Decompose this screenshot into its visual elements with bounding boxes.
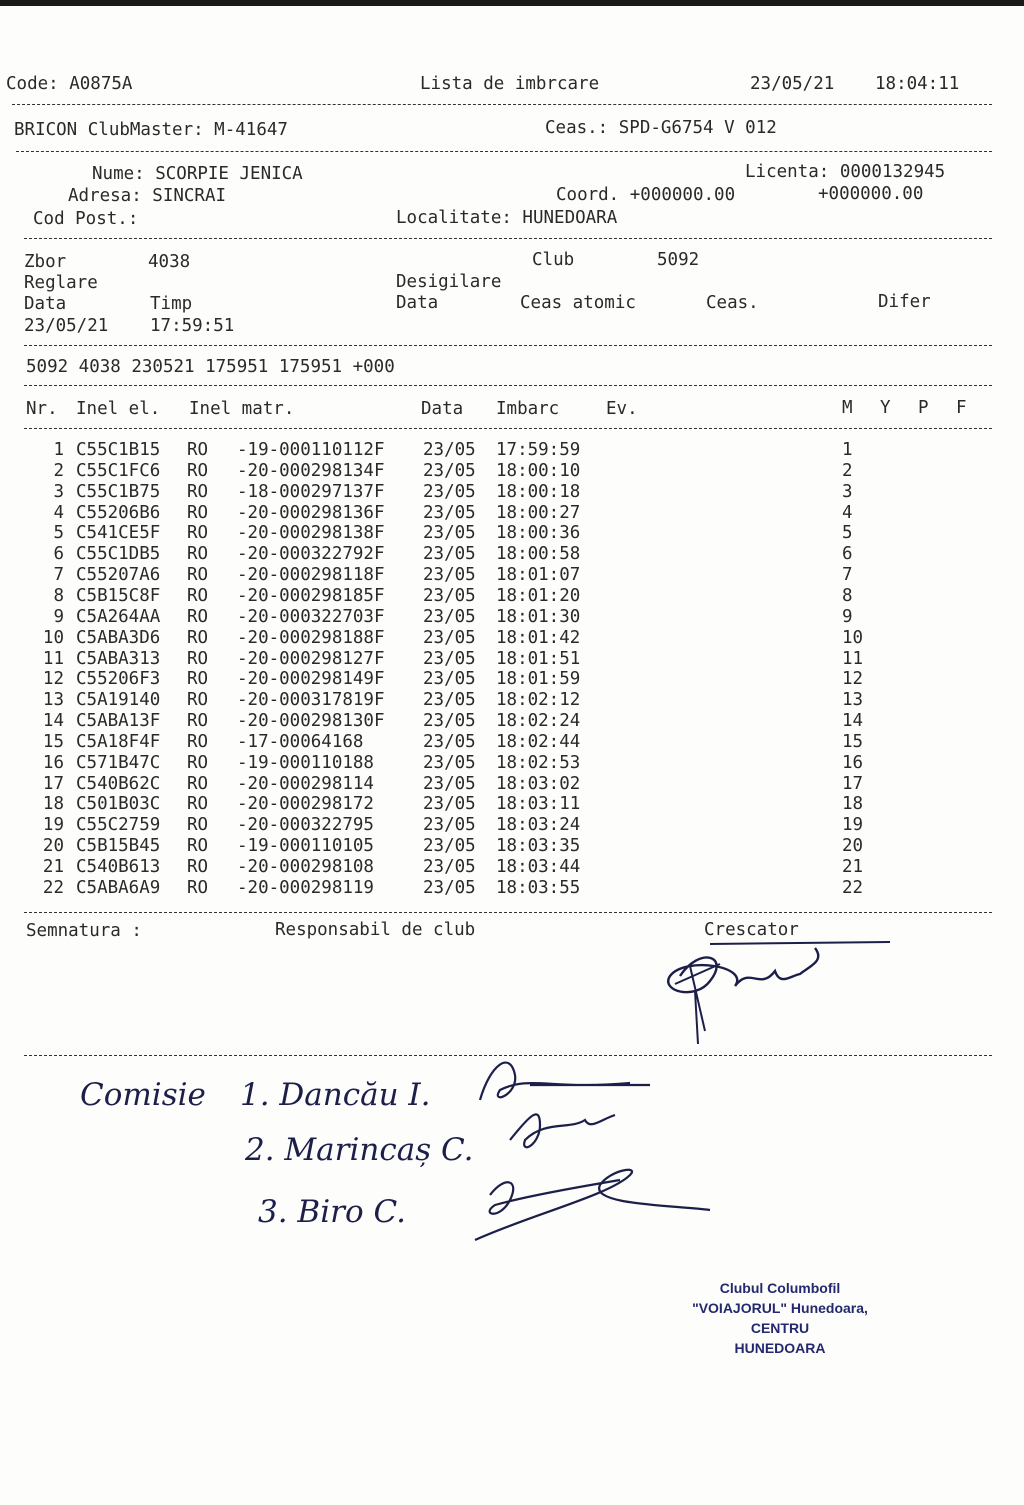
row-m: 15 <box>842 731 864 752</box>
row-m: 12 <box>842 669 864 690</box>
set-date-value: 23/05/21 <box>24 316 109 336</box>
row-inel-electronic: C55C2759 <box>76 815 161 836</box>
row-number: 12 <box>42 669 64 690</box>
row-m: 6 <box>842 544 853 565</box>
postal-code-label: Cod Post.: <box>33 209 139 229</box>
row-inel-matricol: -20-000298149F <box>237 669 385 690</box>
table-row <box>0 461 1024 482</box>
table-row <box>0 482 1024 503</box>
stamp-line-3: CENTRU <box>750 1320 810 1336</box>
club-responsible-label: Responsabil de club <box>275 920 476 940</box>
divider <box>12 104 992 105</box>
row-country: RO <box>187 606 209 627</box>
row-date: 23/05 <box>423 731 476 752</box>
table-row <box>0 690 1024 711</box>
row-basket-time: 18:02:12 <box>496 690 581 711</box>
col-m: M <box>842 398 853 418</box>
row-country: RO <box>187 773 209 794</box>
col-p: P <box>918 398 929 418</box>
clubmaster-id: BRICON ClubMaster: M-41647 <box>14 120 288 140</box>
row-date: 23/05 <box>423 460 476 481</box>
col-ev: Ev. <box>606 399 638 419</box>
row-number: 19 <box>42 815 64 836</box>
row-inel-electronic: C5ABA3D6 <box>76 627 161 648</box>
handwritten-comisie: Comisie <box>80 1077 206 1113</box>
row-inel-matricol: -19-000110105 <box>237 836 374 857</box>
row-date: 23/05 <box>423 544 476 565</box>
row-number: 8 <box>53 585 64 606</box>
row-number: 16 <box>42 752 64 773</box>
row-date: 23/05 <box>423 877 476 898</box>
row-inel-matricol: -18-000297137F <box>237 481 385 502</box>
row-m: 20 <box>842 836 864 857</box>
row-inel-electronic: C5A264AA <box>76 606 161 627</box>
row-m: 19 <box>842 815 864 836</box>
row-basket-time: 18:00:18 <box>496 481 581 502</box>
summary-line: 5092 4038 230521 175951 175951 +000 <box>26 357 395 377</box>
row-country: RO <box>187 648 209 669</box>
row-m: 13 <box>842 690 864 711</box>
col-inel-matr: Inel matr. <box>189 399 295 419</box>
divider <box>24 238 992 239</box>
row-inel-electronic: C5A18F4F <box>76 731 161 752</box>
row-country: RO <box>187 440 209 460</box>
row-basket-time: 18:00:10 <box>496 460 581 481</box>
row-number: 22 <box>42 877 64 898</box>
row-basket-time: 18:00:36 <box>496 523 581 544</box>
row-m: 10 <box>842 627 864 648</box>
desigilare-label: Desigilare <box>396 272 502 292</box>
row-number: 9 <box>53 606 64 627</box>
row-number: 2 <box>53 460 64 481</box>
reglare-label: Reglare <box>24 273 98 293</box>
print-date: 23/05/21 <box>750 74 835 94</box>
row-date: 23/05 <box>423 502 476 523</box>
row-inel-electronic: C5B15C8F <box>76 585 161 606</box>
row-inel-matricol: -20-000322795 <box>237 815 374 836</box>
table-row <box>0 669 1024 690</box>
document-title: Lista de imbrcare <box>420 74 600 94</box>
row-m: 8 <box>842 585 853 606</box>
row-country: RO <box>187 731 209 752</box>
commission-signatures <box>470 1045 730 1255</box>
row-country: RO <box>187 460 209 481</box>
row-inel-matricol: -20-000298114 <box>237 773 374 794</box>
owner-name: Nume: SCORPIE JENICA <box>92 164 303 184</box>
table-row <box>0 774 1024 795</box>
table-row <box>0 711 1024 732</box>
row-basket-time: 18:02:44 <box>496 731 581 752</box>
row-number: 5 <box>53 523 64 544</box>
row-m: 4 <box>842 502 853 523</box>
col-y: Y <box>880 398 891 418</box>
row-country: RO <box>187 836 209 857</box>
col-f: F <box>956 398 967 418</box>
row-inel-electronic: C5A19140 <box>76 690 161 711</box>
table-row <box>0 794 1024 815</box>
row-date: 23/05 <box>423 794 476 815</box>
row-basket-time: 18:02:53 <box>496 752 581 773</box>
table-row <box>0 607 1024 628</box>
row-inel-electronic: C55206B6 <box>76 502 161 523</box>
owner-address: Adresa: SINCRAI <box>68 186 227 206</box>
table-row <box>0 836 1024 857</box>
club-label: Club <box>532 250 575 270</box>
row-inel-matricol: -20-000298172 <box>237 794 374 815</box>
row-date: 23/05 <box>423 627 476 648</box>
row-date: 23/05 <box>423 481 476 502</box>
row-m: 1 <box>842 440 853 460</box>
coordinate-lat: Coord. +000000.00 <box>556 185 736 205</box>
row-country: RO <box>187 877 209 898</box>
time-label: Timp <box>150 294 193 314</box>
row-number: 20 <box>42 836 64 857</box>
row-m: 21 <box>842 857 864 877</box>
table-row <box>0 586 1024 607</box>
table-row <box>0 565 1024 586</box>
row-basket-time: 18:03:24 <box>496 815 581 836</box>
stamp-line-4: HUNEDOARA <box>734 1340 826 1356</box>
row-inel-electronic: C55C1DB5 <box>76 544 161 565</box>
row-basket-time: 18:03:02 <box>496 773 581 794</box>
row-country: RO <box>187 815 209 836</box>
row-date: 23/05 <box>423 857 476 877</box>
atomic-clock-label: Ceas atomic <box>520 293 636 313</box>
row-date: 23/05 <box>423 690 476 711</box>
row-inel-electronic: C540B62C <box>76 773 161 794</box>
col-imbarc: Imbarc <box>496 399 560 419</box>
row-date: 23/05 <box>423 711 476 732</box>
table-row <box>0 753 1024 774</box>
clock-label: Ceas. <box>706 293 759 313</box>
row-country: RO <box>187 544 209 565</box>
row-basket-time: 18:00:58 <box>496 544 581 565</box>
row-m: 17 <box>842 773 864 794</box>
row-inel-matricol: -20-000298118F <box>237 565 385 586</box>
row-inel-electronic: C5ABA6A9 <box>76 877 161 898</box>
row-inel-electronic: C55C1FC6 <box>76 460 161 481</box>
row-country: RO <box>187 669 209 690</box>
col-inel-el: Inel el. <box>76 399 161 419</box>
row-basket-time: 18:01:51 <box>496 648 581 669</box>
row-country: RO <box>187 627 209 648</box>
unsealing-date-label: Data <box>396 293 439 313</box>
row-inel-electronic: C5ABA313 <box>76 648 161 669</box>
print-time: 18:04:11 <box>875 74 960 94</box>
row-inel-electronic: C55C1B15 <box>76 440 161 460</box>
row-m: 5 <box>842 523 853 544</box>
divider <box>16 151 992 152</box>
row-date: 23/05 <box>423 752 476 773</box>
row-number: 13 <box>42 690 64 711</box>
date-label: Data <box>24 294 67 314</box>
divider <box>24 345 992 346</box>
row-date: 23/05 <box>423 815 476 836</box>
row-basket-time: 18:03:44 <box>496 857 581 877</box>
row-inel-matricol: -20-000298130F <box>237 711 385 732</box>
row-inel-matricol: -20-000298136F <box>237 502 385 523</box>
table-row <box>0 503 1024 524</box>
row-inel-matricol: -20-000322792F <box>237 544 385 565</box>
row-inel-matricol: -20-000322703F <box>237 606 385 627</box>
locality: Localitate: HUNEDOARA <box>396 208 618 228</box>
breeder-signature <box>640 936 900 1046</box>
row-country: RO <box>187 794 209 815</box>
row-inel-electronic: C501B03C <box>76 794 161 815</box>
club-stamp <box>640 1278 920 1358</box>
row-date: 23/05 <box>423 773 476 794</box>
row-number: 18 <box>42 794 64 815</box>
row-m: 2 <box>842 460 853 481</box>
row-m: 3 <box>842 481 853 502</box>
table-row <box>0 857 1024 878</box>
set-time-value: 17:59:51 <box>150 316 235 336</box>
clock-id: Ceas.: SPD-G6754 V 012 <box>545 118 777 138</box>
divider <box>24 428 992 429</box>
row-inel-electronic: C541CE5F <box>76 523 161 544</box>
stamp-line-2: "VOIAJORUL" Hunedoara, <box>692 1300 868 1316</box>
table-row <box>0 649 1024 670</box>
col-nr: Nr. <box>26 399 58 419</box>
row-inel-electronic: C540B613 <box>76 857 161 877</box>
row-inel-matricol: -20-000298127F <box>237 648 385 669</box>
stamp-line-1: Clubul Columbofil <box>719 1280 841 1296</box>
row-m: 22 <box>842 877 864 898</box>
divider <box>24 385 992 386</box>
row-m: 16 <box>842 752 864 773</box>
row-number: 3 <box>53 481 64 502</box>
row-basket-time: 18:01:59 <box>496 669 581 690</box>
handwritten-member-1: 1. Dancău I. <box>240 1077 431 1113</box>
row-number: 4 <box>53 502 64 523</box>
table-row <box>0 732 1024 753</box>
row-date: 23/05 <box>423 648 476 669</box>
row-number: 14 <box>42 711 64 732</box>
breeder-label: Crescator <box>704 920 799 940</box>
row-date: 23/05 <box>423 606 476 627</box>
row-inel-electronic: C571B47C <box>76 752 161 773</box>
signature-label: Semnatura : <box>26 921 142 941</box>
row-country: RO <box>187 585 209 606</box>
row-basket-time: 18:01:07 <box>496 565 581 586</box>
handwritten-member-3: 3. Biro C. <box>258 1194 406 1230</box>
row-inel-electronic: C55206F3 <box>76 669 161 690</box>
row-country: RO <box>187 752 209 773</box>
row-number: 10 <box>42 627 64 648</box>
row-inel-electronic: C55C1B75 <box>76 481 161 502</box>
row-inel-electronic: C55207A6 <box>76 565 161 586</box>
row-inel-matricol: -20-000298138F <box>237 523 385 544</box>
table-row <box>0 628 1024 649</box>
row-date: 23/05 <box>423 585 476 606</box>
row-date: 23/05 <box>423 836 476 857</box>
club-number: 5092 <box>657 250 700 270</box>
row-date: 23/05 <box>423 523 476 544</box>
col-data: Data <box>421 399 464 419</box>
flight-label: Zbor <box>24 252 67 272</box>
row-country: RO <box>187 690 209 711</box>
row-number: 21 <box>42 857 64 877</box>
row-date: 23/05 <box>423 669 476 690</box>
row-basket-time: 18:03:35 <box>496 836 581 857</box>
row-basket-time: 18:00:27 <box>496 502 581 523</box>
row-basket-time: 18:02:24 <box>496 711 581 732</box>
table-row <box>0 440 1024 461</box>
coordinate-lon: +000000.00 <box>818 184 924 204</box>
row-m: 14 <box>842 711 864 732</box>
divider <box>24 912 992 913</box>
row-number: 11 <box>42 648 64 669</box>
table-row <box>0 523 1024 544</box>
row-m: 11 <box>842 648 864 669</box>
row-number: 17 <box>42 773 64 794</box>
row-number: 7 <box>53 565 64 586</box>
row-date: 23/05 <box>423 440 476 460</box>
row-basket-time: 18:01:42 <box>496 627 581 648</box>
row-inel-matricol: -20-000317819F <box>237 690 385 711</box>
row-basket-time: 18:03:11 <box>496 794 581 815</box>
row-inel-matricol: -20-000298188F <box>237 627 385 648</box>
row-number: 15 <box>42 731 64 752</box>
row-inel-electronic: C5B15B45 <box>76 836 161 857</box>
row-country: RO <box>187 523 209 544</box>
paper-top-edge <box>0 0 1024 6</box>
row-country: RO <box>187 565 209 586</box>
row-m: 7 <box>842 565 853 586</box>
row-country: RO <box>187 711 209 732</box>
row-country: RO <box>187 502 209 523</box>
license-number: Licenta: 0000132945 <box>745 162 946 182</box>
table-row <box>0 815 1024 836</box>
row-basket-time: 18:01:30 <box>496 606 581 627</box>
row-inel-electronic: C5ABA13F <box>76 711 161 732</box>
row-basket-time: 17:59:59 <box>496 440 581 460</box>
row-inel-matricol: -19-000110188 <box>237 752 374 773</box>
row-inel-matricol: -20-000298185F <box>237 585 385 606</box>
row-m: 9 <box>842 606 853 627</box>
table-row <box>0 544 1024 565</box>
handwritten-member-2: 2. Marincaș C. <box>245 1132 474 1168</box>
row-country: RO <box>187 481 209 502</box>
row-date: 23/05 <box>423 565 476 586</box>
row-basket-time: 18:03:55 <box>496 877 581 898</box>
row-inel-matricol: -20-000298119 <box>237 877 374 898</box>
difference-label: Difer <box>878 292 931 312</box>
row-number: 6 <box>53 544 64 565</box>
code-label: Code: A0875A <box>6 74 133 94</box>
row-inel-matricol: -20-000298134F <box>237 460 385 481</box>
row-country: RO <box>187 857 209 877</box>
row-basket-time: 18:01:20 <box>496 585 581 606</box>
row-inel-matricol: -19-000110112F <box>237 440 385 460</box>
table-row <box>0 878 1024 899</box>
flight-number: 4038 <box>148 252 191 272</box>
row-inel-matricol: -20-000298108 <box>237 857 374 877</box>
row-m: 18 <box>842 794 864 815</box>
row-number: 1 <box>53 440 64 460</box>
row-inel-matricol: -17-00064168 <box>237 731 364 752</box>
